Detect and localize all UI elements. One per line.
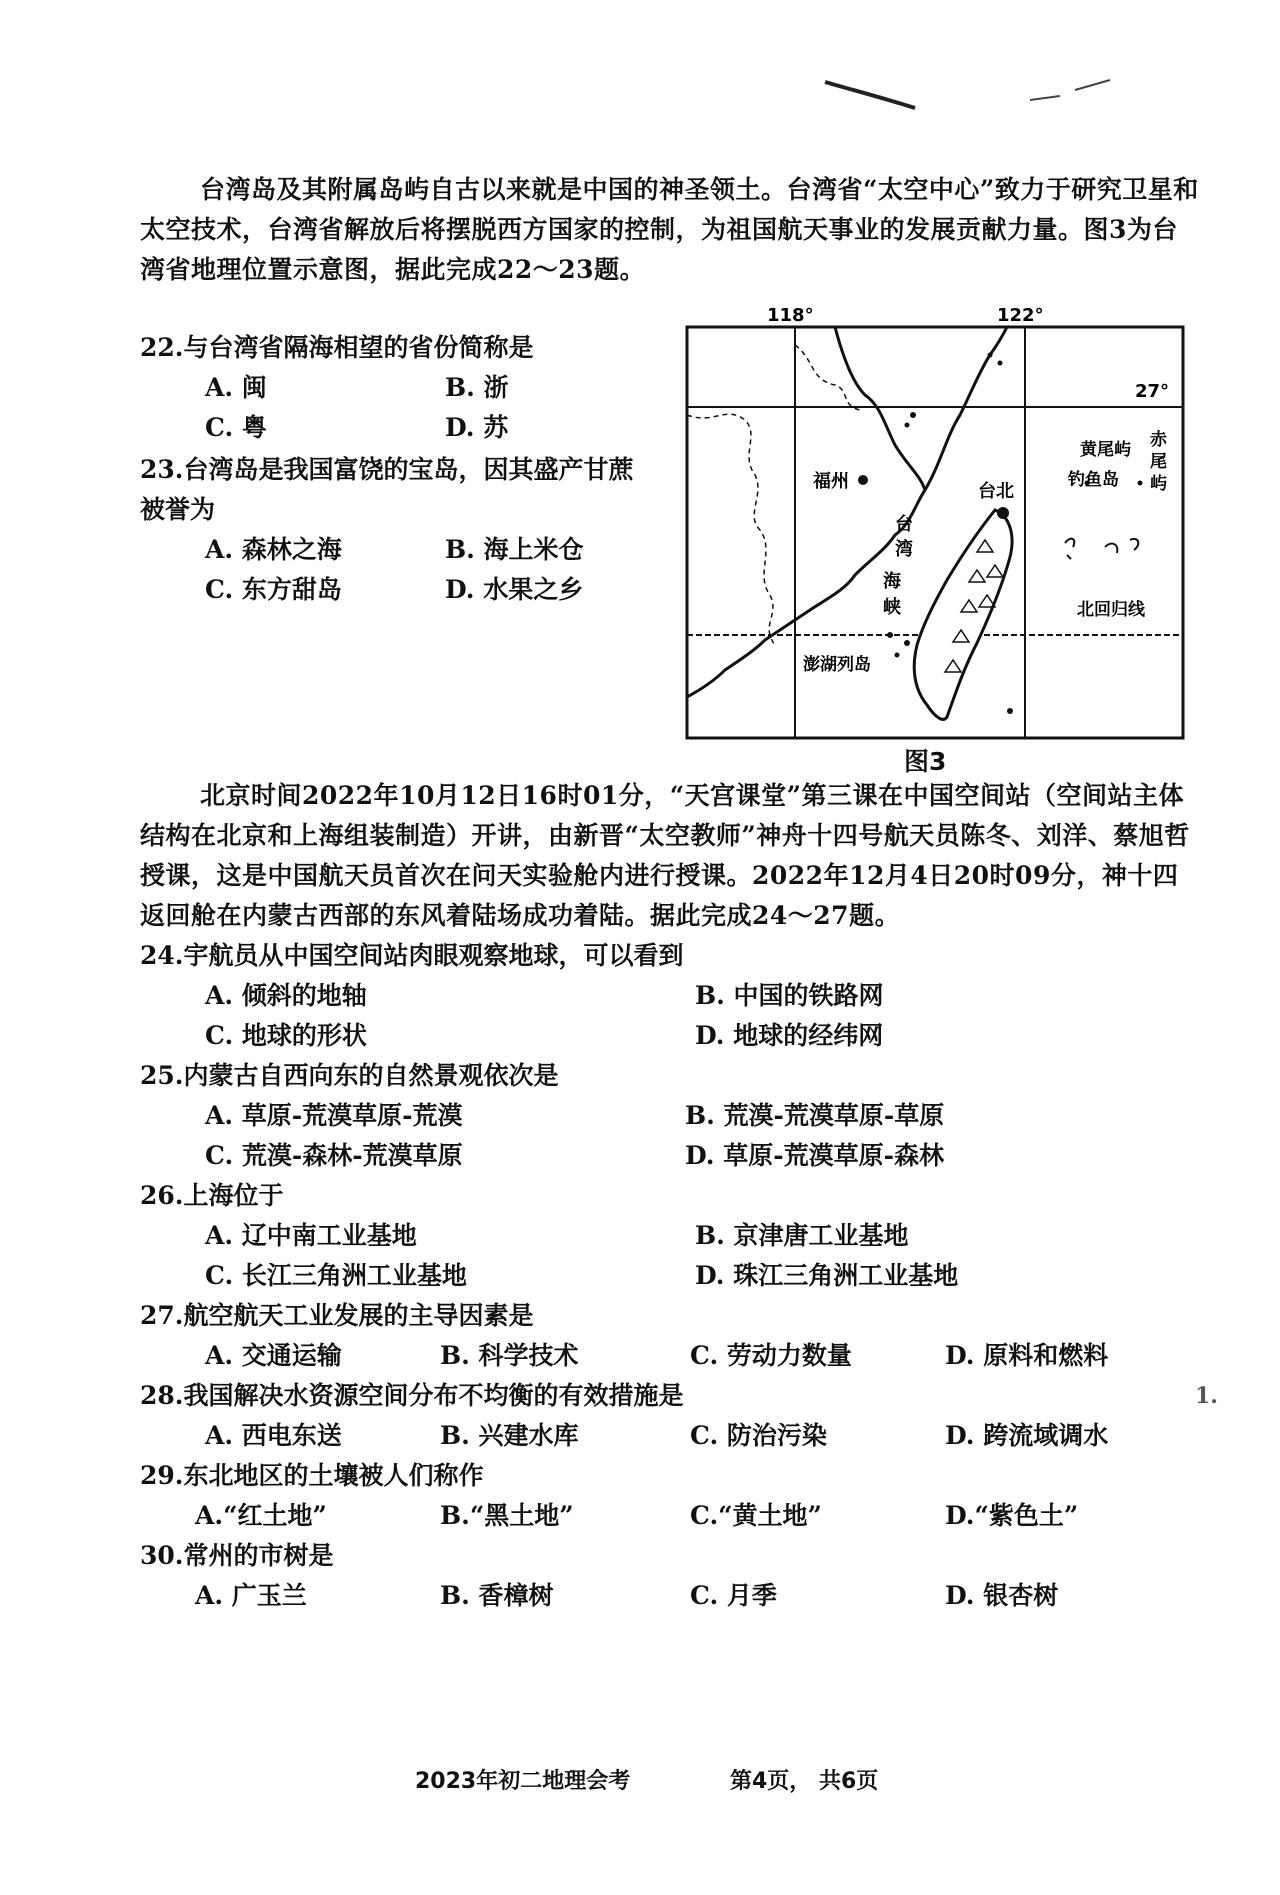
q26-option-b[interactable]: B. 京津唐工业基地: [695, 1221, 909, 1250]
footer-page-number: 第4页， 共6页: [730, 1769, 879, 1794]
chiwei-label-1: 赤: [1150, 430, 1167, 450]
lon-118-label: 118°: [767, 305, 814, 326]
q25-option-c[interactable]: C. 荒漠-森林-荒漠草原: [205, 1141, 463, 1170]
q22-option-b[interactable]: B. 浙: [445, 373, 509, 402]
figure-caption: 图3: [904, 747, 947, 776]
q28-option-c[interactable]: C. 防治污染: [690, 1421, 827, 1450]
q26-option-a[interactable]: A. 辽中南工业基地: [205, 1221, 417, 1250]
intro-text: 台湾岛及其附属岛屿自古以来就是中国的神圣领土。台湾省“太空中心”致力于研究卫星和太空技术，台湾省解放后将摆脱西方国家的控制，为祖国航天事业的发展贡献力量。图3为台湾省地理位置示意图，据此完成22～23题。: [140, 175, 1199, 284]
q22-option-a[interactable]: A. 闽: [205, 373, 267, 402]
lat-27-label: 27°: [1135, 381, 1170, 402]
huangwei-label: 黄尾屿: [1080, 440, 1131, 460]
q23-option-b[interactable]: B. 海上米仓: [445, 535, 584, 564]
q27-option-b[interactable]: B. 科学技术: [440, 1341, 579, 1370]
strait-label-2: 湾: [895, 539, 913, 560]
fuzhou-city-dot: [858, 475, 868, 485]
strait-label-1: 台: [895, 514, 913, 535]
q24-option-c[interactable]: C. 地球的形状: [205, 1021, 367, 1050]
q24-option-a[interactable]: A. 倾斜的地轴: [205, 981, 367, 1010]
q23-option-c[interactable]: C. 东方甜岛: [205, 575, 342, 604]
q29-option-d[interactable]: D.“紫色土”: [945, 1501, 1079, 1530]
chiwei-label-2: 尾: [1150, 452, 1167, 472]
q23-option-a[interactable]: A. 森林之海: [205, 535, 342, 564]
q29-option-a[interactable]: A.“红土地”: [195, 1501, 327, 1530]
q24-option-d[interactable]: D. 地球的经纬网: [695, 1021, 884, 1050]
chiwei-label-3: 屿: [1150, 474, 1167, 494]
q22-option-d[interactable]: D. 苏: [445, 413, 509, 442]
q30-option-c[interactable]: C. 月季: [690, 1581, 777, 1610]
tropic-label: 北回归线: [1077, 600, 1145, 620]
question-23-stem-line1: 23.台湾岛是我国富饶的宝岛，因其盛产甘蔗: [140, 455, 634, 484]
q24-option-b[interactable]: B. 中国的铁路网: [695, 981, 884, 1010]
q25-option-b[interactable]: B. 荒漠-荒漠草原-草原: [685, 1101, 945, 1130]
intro-passage-tiangong: [140, 776, 1200, 936]
lon-122-label: 122°: [997, 305, 1044, 326]
fuzhou-label: 福州: [813, 471, 849, 492]
q28-option-b[interactable]: B. 兴建水库: [440, 1421, 579, 1450]
intro-passage-taiwan: [140, 170, 1200, 290]
q29-option-c[interactable]: C.“黄土地”: [690, 1501, 822, 1530]
penghu-label: 澎湖列岛: [803, 655, 871, 675]
q22-option-c[interactable]: C. 粤: [205, 413, 267, 442]
question-28-stem: 28.我国解决水资源空间分布不均衡的有效措施是: [140, 1381, 684, 1410]
taipei-label: 台北: [978, 481, 1014, 502]
q26-option-c[interactable]: C. 长江三角洲工业基地: [205, 1261, 467, 1290]
q30-option-b[interactable]: B. 香樟树: [440, 1581, 554, 1610]
q23-option-d[interactable]: D. 水果之乡: [445, 575, 584, 604]
q28-option-a[interactable]: A. 西电东送: [205, 1421, 342, 1450]
margin-mark: 1.: [1195, 1383, 1218, 1409]
q30-option-d[interactable]: D. 银杏树: [945, 1581, 1059, 1610]
question-29-stem: 29.东北地区的土壤被人们称作: [140, 1461, 484, 1490]
q27-option-c[interactable]: C. 劳动力数量: [690, 1341, 852, 1370]
question-24-stem: 24.宇航员从中国空间站肉眼观察地球，可以看到: [140, 941, 684, 970]
strait-label-4: 峡: [883, 597, 901, 618]
q30-option-a[interactable]: A. 广玉兰: [195, 1581, 307, 1610]
q25-option-a[interactable]: A. 草原-荒漠草原-荒漠: [205, 1101, 463, 1130]
strait-label-3: 海: [883, 571, 901, 592]
taiwan-location-map: [685, 305, 1185, 740]
q26-option-d[interactable]: D. 珠江三角洲工业基地: [695, 1261, 959, 1290]
question-26-stem: 26.上海位于: [140, 1181, 284, 1210]
question-30-stem: 30.常州的市树是: [140, 1541, 334, 1570]
question-23-stem-line2: 被誉为: [140, 495, 216, 524]
q25-option-d[interactable]: D. 草原-荒漠草原-森林: [685, 1141, 944, 1170]
q28-option-d[interactable]: D. 跨流域调水: [945, 1421, 1109, 1450]
question-25-stem: 25.内蒙古自西向东的自然景观依次是: [140, 1061, 559, 1090]
intro2-text: 北京时间2022年10月12日16时01分，“天宫课堂”第三课在中国空间站（空间站主体结构在北京和上海组装制造）开讲，由新晋“太空教师”神舟十四号航天员陈冬、刘洋、蔡旭哲授课，这是中国航天员首次在问天实验舱内进行授课。2022年12月4日20时09分，神十四返回舱在内蒙古西部的东风着陆场成功着陆。据此完成24～27题。: [140, 781, 1190, 930]
q27-option-d[interactable]: D. 原料和燃料: [945, 1341, 1109, 1370]
q27-option-a[interactable]: A. 交通运输: [205, 1341, 342, 1370]
diaoyu-label: 钓鱼岛: [1068, 470, 1119, 490]
question-22-stem: 22.与台湾省隔海相望的省份简称是: [140, 333, 534, 362]
scan-artifact: [820, 70, 1120, 120]
taipei-city-dot: [997, 507, 1009, 519]
question-27-stem: 27.航空航天工业发展的主导因素是: [140, 1301, 534, 1330]
q29-option-b[interactable]: B.“黑土地”: [440, 1501, 574, 1530]
footer-exam-name: 2023年初二地理会考: [415, 1769, 631, 1794]
